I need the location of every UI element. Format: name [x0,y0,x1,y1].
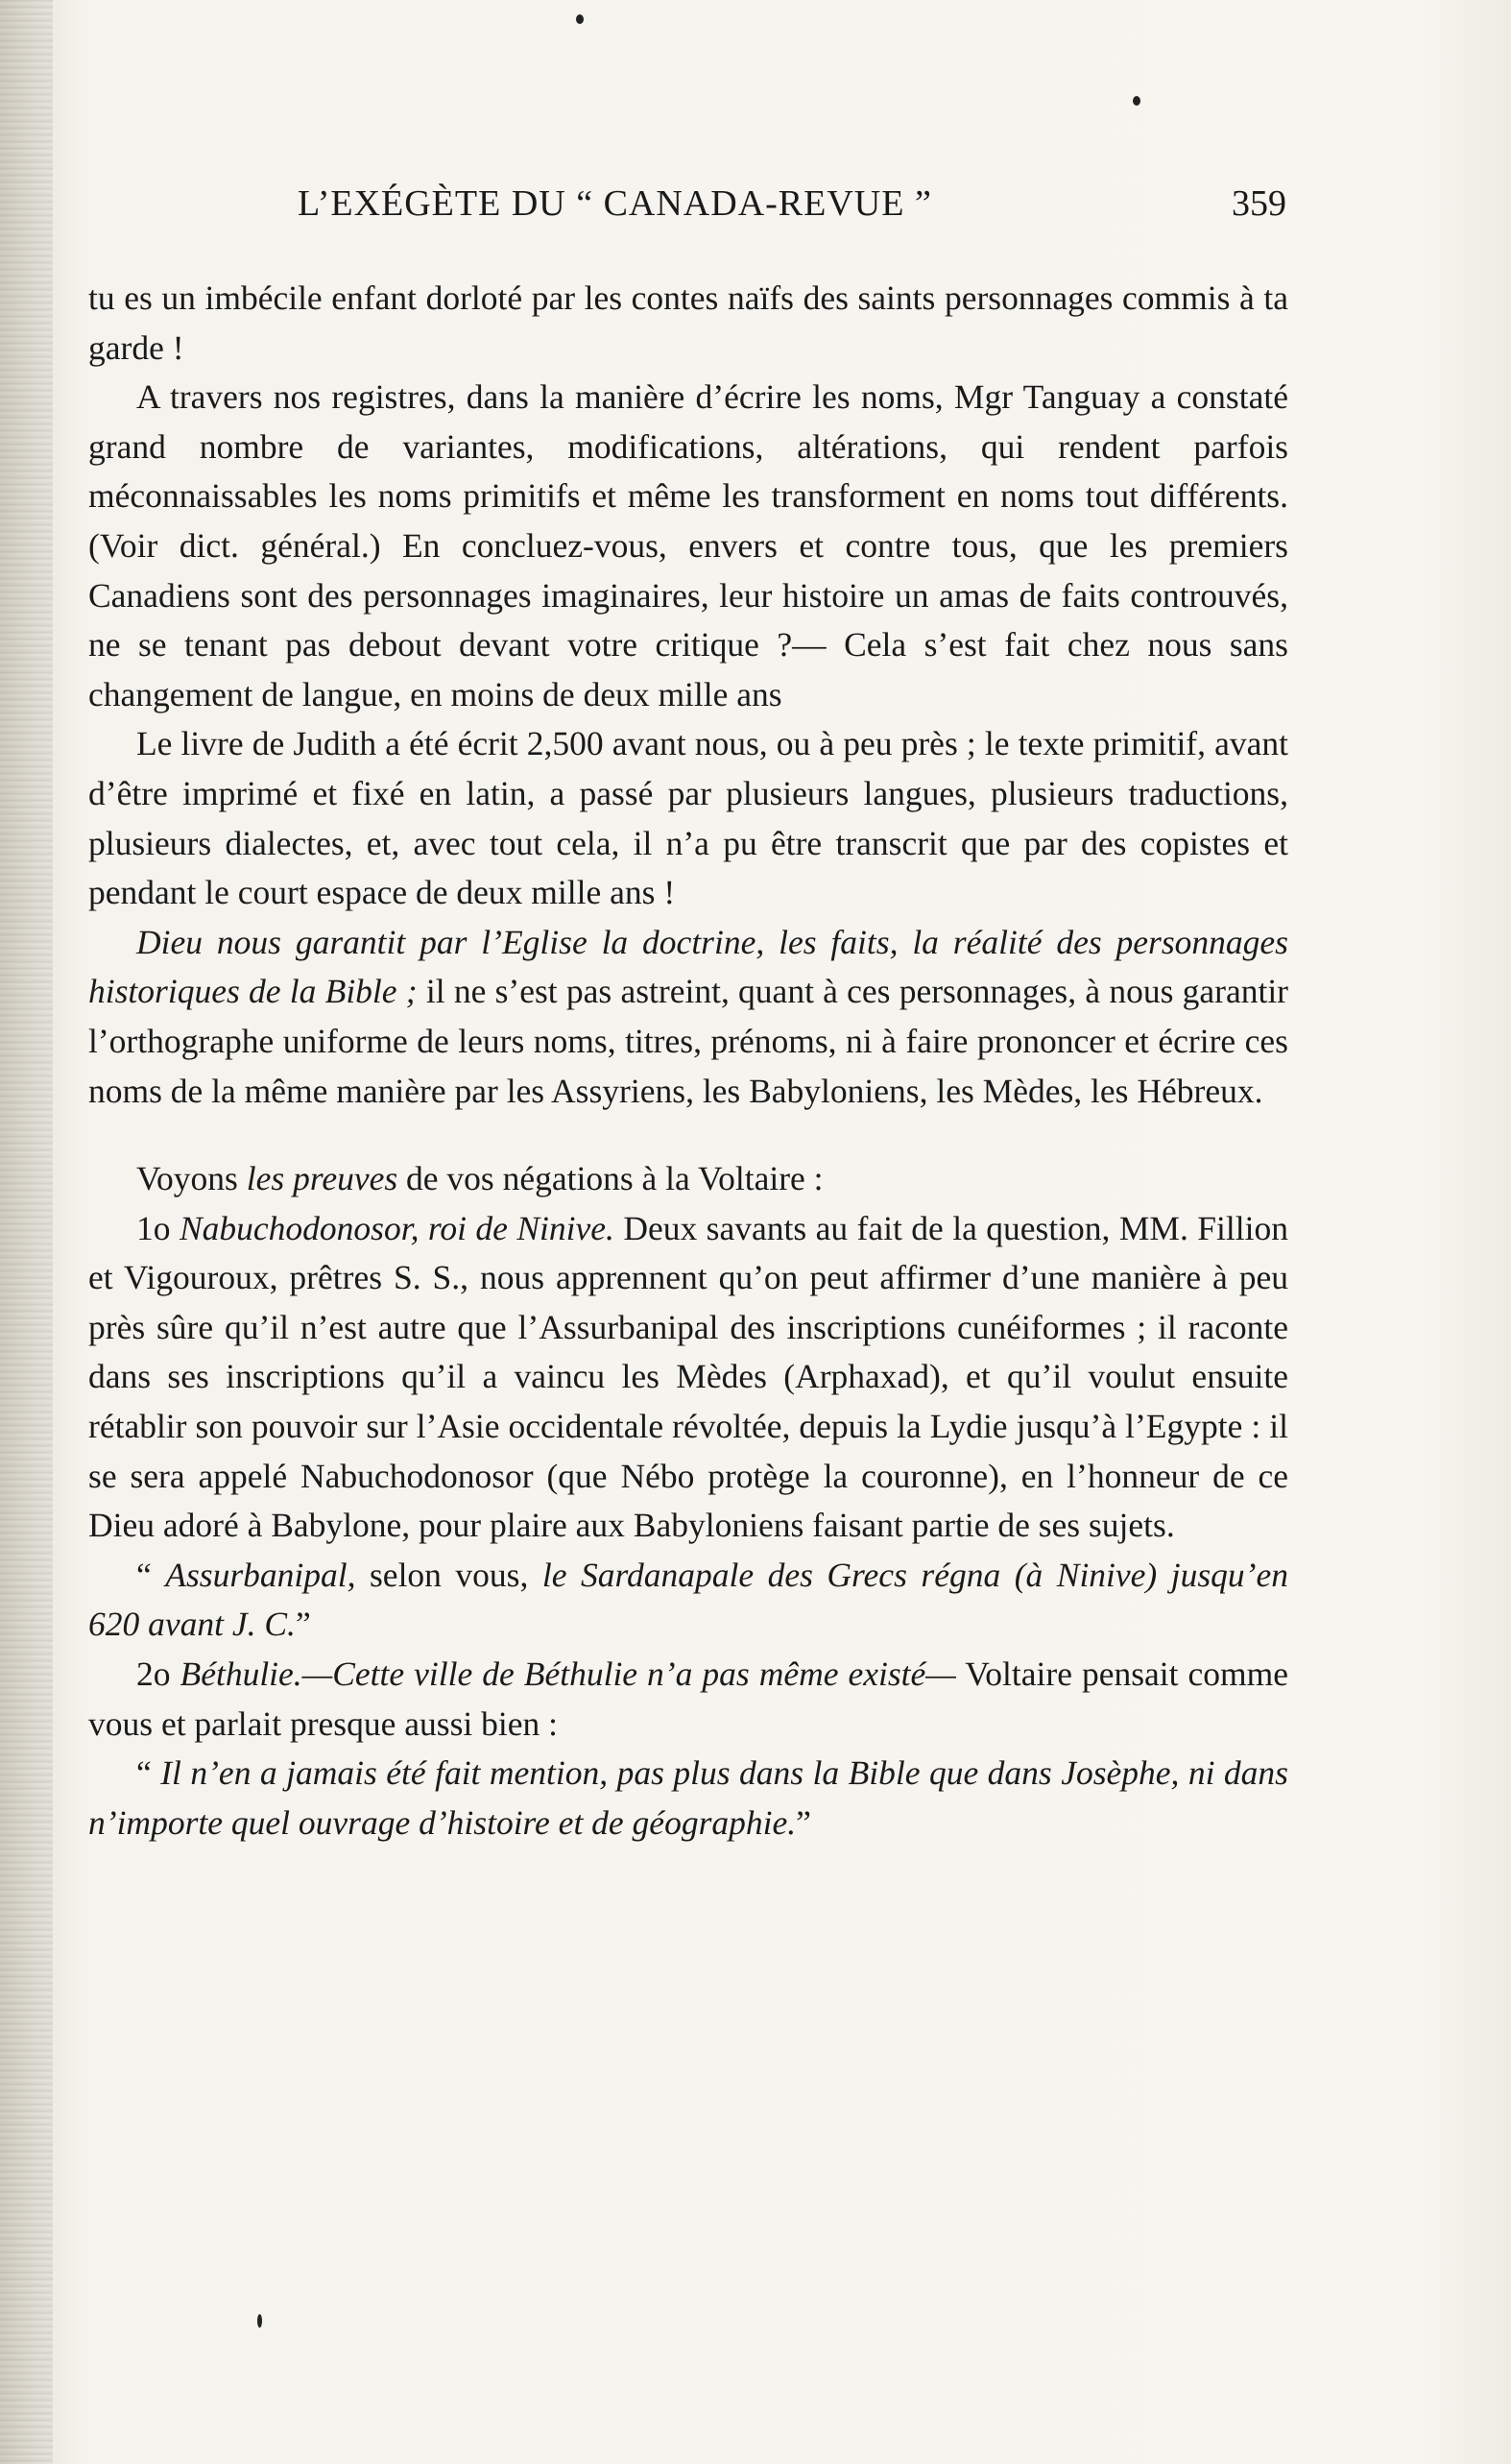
paragraph [88,1154,1288,1204]
paragraph [88,373,1288,719]
paragraph-text: Le livre de Judith a été écrit 2,500 avant nous, ou à peu près ; le texte primitif, avant d’être imprimé et fixé en latin, a passé par plusieurs langues, plusieurs traductions, plusieurs dialectes, et, avec tout cela, il n’a pu être transcrit que par des copistes et pendant le court espace de deux mille ans ! [88,724,1288,912]
binding-gutter-shadow [0,0,53,2464]
italic-text: Béthulie.—Cette ville de Béthulie n’a pas même existé— [180,1655,956,1694]
ink-speck [1133,96,1140,106]
item-number: 1o [136,1208,180,1247]
ink-speck [257,2314,262,2328]
body-text [88,274,1288,1848]
running-head [298,182,1286,240]
quote-mark: ” [796,1802,811,1842]
running-title: L’EXÉGÈTE DU “ CANADA-REVUE ” [298,183,932,224]
quote-mark: “ [136,1555,166,1594]
item-number: 2o [136,1655,180,1694]
paragraph-text: de vos négations à la Voltaire : [397,1159,824,1198]
italic-text: Il n’en a jamais été fait mention, pas plus dans la Bible que dans Josèphe, ni dans n’importe quel ouvrage d’histoire et de géographie. [88,1753,1288,1842]
paragraph [88,1204,1288,1551]
paragraph [88,719,1288,917]
quote-mark: ” [295,1605,311,1644]
paragraph [88,1551,1288,1650]
paragraph-text: Voyons [136,1159,247,1198]
ink-speck [576,14,584,24]
italic-text: Assurbanipal, [165,1555,356,1594]
paragraph [88,1650,1288,1749]
paragraph-text: Deux savants au fait de la question, MM. Fillion et Vigouroux, prêtres S. S., nous apprennent qu’on peut affirmer d’une manière à peu près sûre qu’il n’est autre que l’Assurbanipal des inscriptions cunéiformes ; il raconte dans ses inscriptions qu’il a vaincu les Mèdes (Arphaxad), et qu’il voulut ensuite rétablir son pouvoir sur l’Asie occidentale révoltée, depuis la Lydie jusqu’à l’Egypte : il se sera appelé Nabuchodonosor (que Nébo protège la couronne), en l’honneur de ce Dieu adoré à Babylone, pour plaire aux Babyloniens faisant partie de ses sujets. [88,1208,1289,1545]
paragraph-text: il ne s’est pas astreint, quant à ces personnages, à nous garantir l’orthographe uniforme de leurs noms, titres, prénoms, ni à faire prononcer et écrire ces noms de la même manière par les Assyriens, les Babyloniens, les Mèdes, les Hébreux. [88,972,1289,1110]
italic-text: les preuves [246,1159,398,1198]
quote-mark: “ [136,1753,161,1793]
italic-text: Nabuchodonosor, roi de Ninive. [179,1208,614,1247]
paragraph-text: A travers nos registres, dans la manière d’écrire les noms, Mgr Tanguay a constaté grand nombre de variantes, modifications, altérations, qui rendent parfois méconnaissables les noms primitifs et même les transforment en noms tout différents. (Voir dict. général.) En concluez-vous, envers et contre tous, que les premiers Canadiens sont des personnages imaginaires, leur histoire un amas de faits controuvés, ne se tenant pas debout devant votre critique ?— Cela s’est fait chez nous sans changement de langue, en moins de deux mille ans [88,377,1288,713]
paragraph-text: Voltaire pensait comme vous et parlait presque aussi bien : [88,1655,1289,1743]
italic-text: Dieu nous garantit par l’Eglise la doctrine, les faits, la réalité des personnages historiques de la Bible ; [88,922,1288,1011]
paragraph-text: tu es un imbécile enfant dorloté par les contes naïfs des saints personnages commis à ta garde ! [88,278,1288,367]
paragraph [88,1749,1288,1848]
italic-text: le Sardanapale des Grecs régna (à Ninive) jusqu’en 620 avant J. C. [88,1555,1289,1644]
paragraph [88,274,1288,373]
page-number: 359 [1232,183,1286,224]
paragraph-text: selon vous, [355,1555,542,1594]
paragraph [88,918,1288,1116]
